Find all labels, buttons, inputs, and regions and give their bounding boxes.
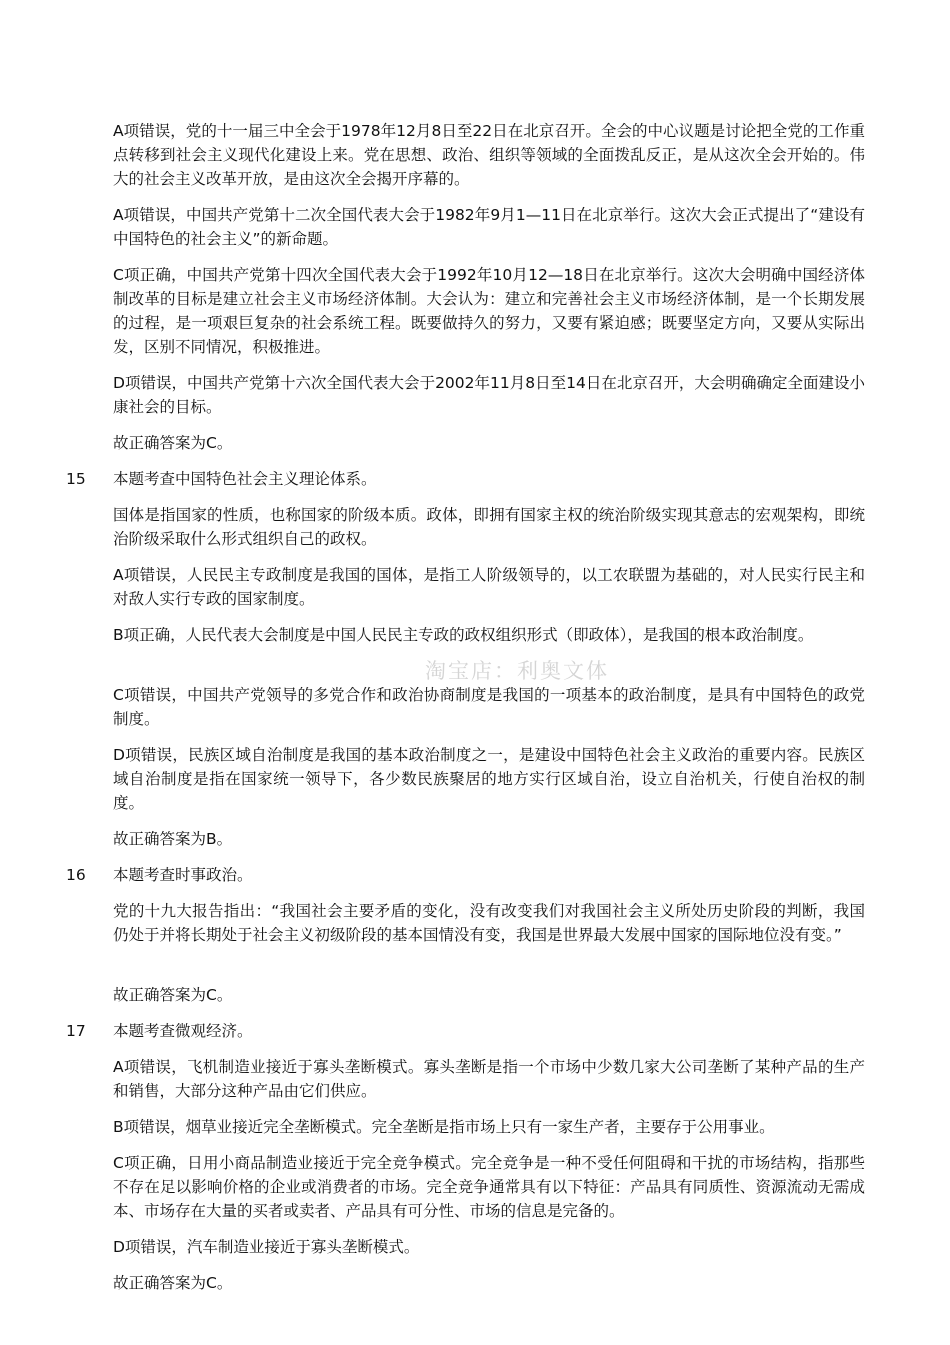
paragraph-q17-answer: 故正确答案为C。 [113,1274,233,1292]
question-number-17: 17 [66,1022,86,1040]
paragraph-q17-b: B项错误，烟草业接近完全垄断模式。完全垄断是指市场上只有一家生产者，主要存于公用事业。 [113,1118,775,1136]
paragraph-q14-a2: A项错误，中国共产党第十二次全国代表大会于1982年9月1—11日在北京举行。这次大会正式提出了“建设有中国特色的社会主义”的新命题。 [113,206,865,248]
question-number-16: 16 [66,866,86,884]
paragraph-q17-c: C项正确，日用小商品制造业接近于完全竞争模式。完全竞争是一种不受任何阻碍和干扰的市场结构，指那些不存在足以影响价格的企业或消费者的市场。完全竞争通常具有以下特征：产品具有同质性、资源流动无需成本、市场存在大量的买者或卖者、产品具有可分性、市场的信息是完备的。 [113,1154,865,1220]
paragraph-q15-topic: 本题考查中国特色社会主义理论体系。 [113,470,377,488]
paragraph-q14-d: D项错误，中国共产党第十六次全国代表大会于2002年11月8日至14日在北京召开，大会明确确定全面建设小康社会的目标。 [113,374,865,416]
paragraph-q17-d: D项错误，汽车制造业接近于寡头垄断模式。 [113,1238,420,1256]
paragraph-q17-topic: 本题考查微观经济。 [113,1022,253,1040]
watermark: 淘宝店：利奥文体 [425,659,609,683]
paragraph-q14-a: A项错误，党的十一届三中全会于1978年12月8日至22日在北京召开。全会的中心议题是讨论把全党的工作重点转移到社会主义现代化建设上来。党在思想、政治、组织等领域的全面拨乱反正，是从这次全会开始的。伟大的社会主义改革开放，是由这次全会揭开序幕的。 [113,122,865,188]
paragraph-q16-answer: 故正确答案为C。 [113,986,233,1004]
paragraph-q15-b: B项正确，人民代表大会制度是中国人民民主专政的政权组织形式（即政体），是我国的根本政治制度。 [113,626,814,644]
paragraph-q15-answer: 故正确答案为B。 [113,830,233,848]
paragraph-q15-c: C项错误，中国共产党领导的多党合作和政治协商制度是我国的一项基本的政治制度，是具有中国特色的政党制度。 [113,686,865,728]
paragraph-q16-body: 党的十九大报告指出：“我国社会主要矛盾的变化，没有改变我们对我国社会主义所处历史阶段的判断，我国仍处于并将长期处于社会主义初级阶段的基本国情没有变，我国是世界最大发展中国家的国际地位没有变。” [113,902,865,944]
paragraph-q14-c: C项正确，中国共产党第十四次全国代表大会于1992年10月12—18日在北京举行。这次大会明确中国经济体制改革的目标是建立社会主义市场经济体制。大会认为：建立和完善社会主义市场经济体制，是一个长期发展的过程，是一项艰巨复杂的社会系统工程。既要做持久的努力，又要有紧迫感；既要坚定方向，又要从实际出发，区别不同情况，积极推进。 [113,266,865,356]
paragraph-q15-intro: 国体是指国家的性质，也称国家的阶级本质。政体，即拥有国家主权的统治阶级实现其意志的宏观架构，即统治阶级采取什么形式组织自己的政权。 [113,506,865,548]
paragraph-q16-topic: 本题考查时事政治。 [113,866,253,884]
paragraph-q14-answer: 故正确答案为C。 [113,434,233,452]
paragraph-q15-d: D项错误，民族区域自治制度是我国的基本政治制度之一，是建设中国特色社会主义政治的重要内容。民族区域自治制度是指在国家统一领导下，各少数民族聚居的地方实行区域自治，设立自治机关，行使自治权的制度。 [113,746,865,812]
paragraph-q17-a: A项错误，飞机制造业接近于寡头垄断模式。寡头垄断是指一个市场中少数几家大公司垄断了某种产品的生产和销售，大部分这种产品由它们供应。 [113,1058,865,1100]
question-number-15: 15 [66,470,86,488]
paragraph-q15-a: A项错误，人民民主专政制度是我国的国体，是指工人阶级领导的，以工农联盟为基础的，对人民实行民主和对敌人实行专政的国家制度。 [113,566,865,608]
